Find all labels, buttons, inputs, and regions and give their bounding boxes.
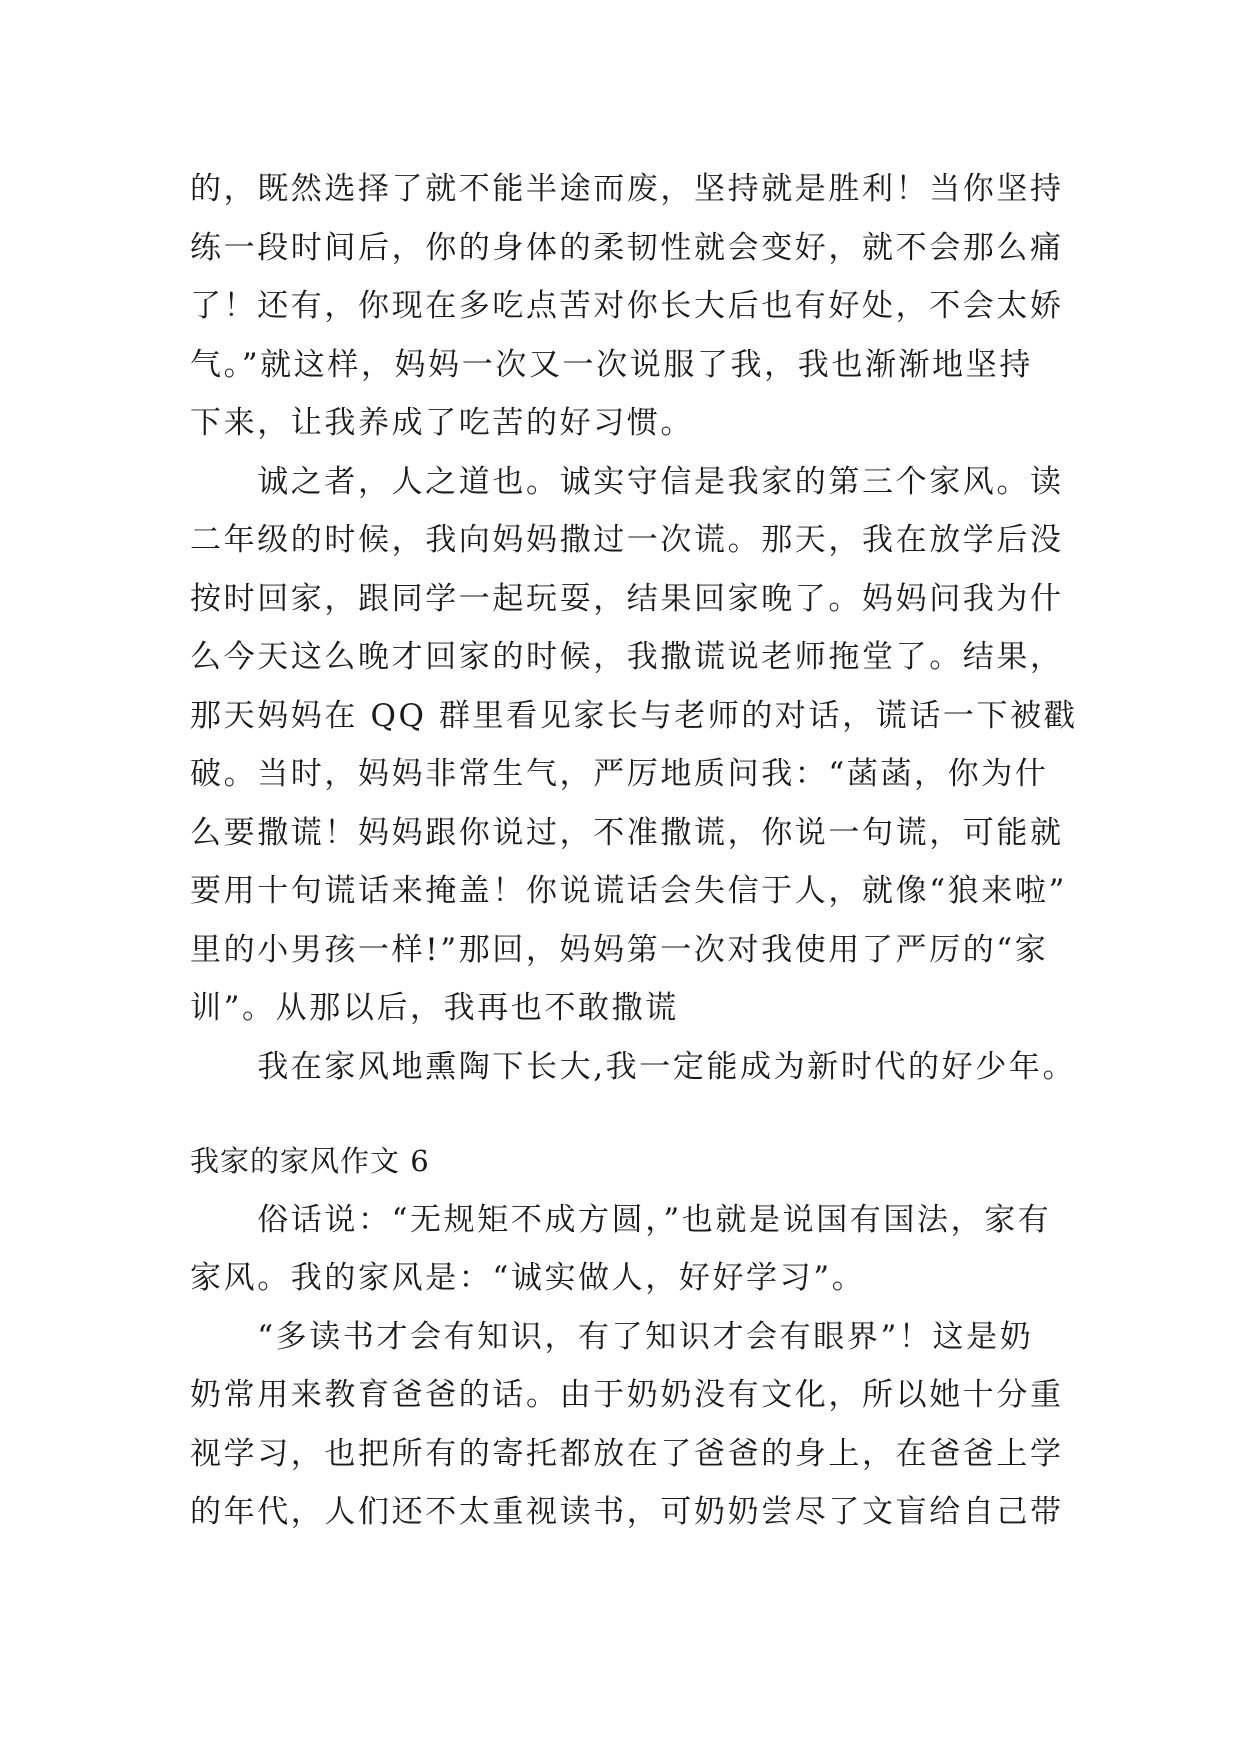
text-line: 练一段时间后，你的身体的柔韧性就会变好，就不会那么痛	[190, 229, 1064, 266]
text-line: 我在家风地熏陶下长大,我一定能成为新时代的好少年。	[190, 1048, 1077, 1085]
text-line: 了！还有，你现在多吃点苦对你长大后也有好处，不会太娇	[190, 288, 1064, 324]
essay-6	[190, 1132, 1064, 1542]
text-line: 破。当时，妈妈非常生气，严厉地质问我：“菡菡，你为什	[190, 756, 1049, 792]
text-line: 气。”就这样，妈妈一次又一次说服了我，我也渐渐地坚持	[190, 346, 1033, 383]
document-page	[190, 160, 1078, 1542]
text-line: “多读书才会有知识，有了知识才会有眼界”！这是奶	[190, 1318, 1034, 1355]
text-line: 的，既然选择了就不能半途而废，坚持就是胜利！当你坚持	[190, 171, 1064, 207]
text-line: 奶常用来教育爸爸的话。由于奶奶没有文化，所以她十分重	[190, 1377, 1064, 1413]
text-line: 那天妈妈在 QQ 群里看见家长与老师的对话，谎话一下被戳	[190, 697, 1078, 734]
text-line: 家风。我的家风是：“诚实做人，好好学习”。	[190, 1260, 866, 1296]
text-line: 二年级的时候，我向妈妈撒过一次谎。那天，我在放学后没	[190, 522, 1064, 558]
text-line: 么要撒谎！妈妈跟你说过，不准撒谎，你说一句谎，可能就	[190, 814, 1064, 851]
text-line: 诚之者，人之道也。诚实守信是我家的第三个家风。读	[190, 463, 1064, 500]
text-line: 里的小男孩一样!”那回，妈妈第一次对我使用了严厉的“家	[190, 931, 1049, 968]
text-line: 么今天这么晚才回家的时候，我撒谎说老师拖堂了。结果，	[190, 639, 1064, 675]
text-line: 视学习，也把所有的寄托都放在了爸爸的身上，在爸爸上学	[190, 1435, 1064, 1472]
text-line: 训”。从那以后，我再也不敢撒谎	[190, 990, 679, 1026]
essay-title: 我家的家风作文 6	[190, 1144, 430, 1178]
text-line: 下来，让我养成了吃苦的好习惯。	[190, 405, 694, 441]
section-gap	[190, 1096, 1050, 1132]
text-line: 俗话说：“无规矩不成方圆，”也就是说国有国法，家有	[190, 1201, 1052, 1238]
text-line: 按时回家，跟同学一起玩耍，结果回家晚了。妈妈问我为什	[190, 580, 1064, 617]
text-line: 要用十句谎话来掩盖！你说谎话会失信于人，就像“狼来啦”	[190, 873, 1067, 909]
essay-continuation	[190, 160, 1078, 1096]
text-line: 的年代，人们还不太重视读书，可奶奶尝尽了文盲给自己带	[190, 1494, 1064, 1530]
